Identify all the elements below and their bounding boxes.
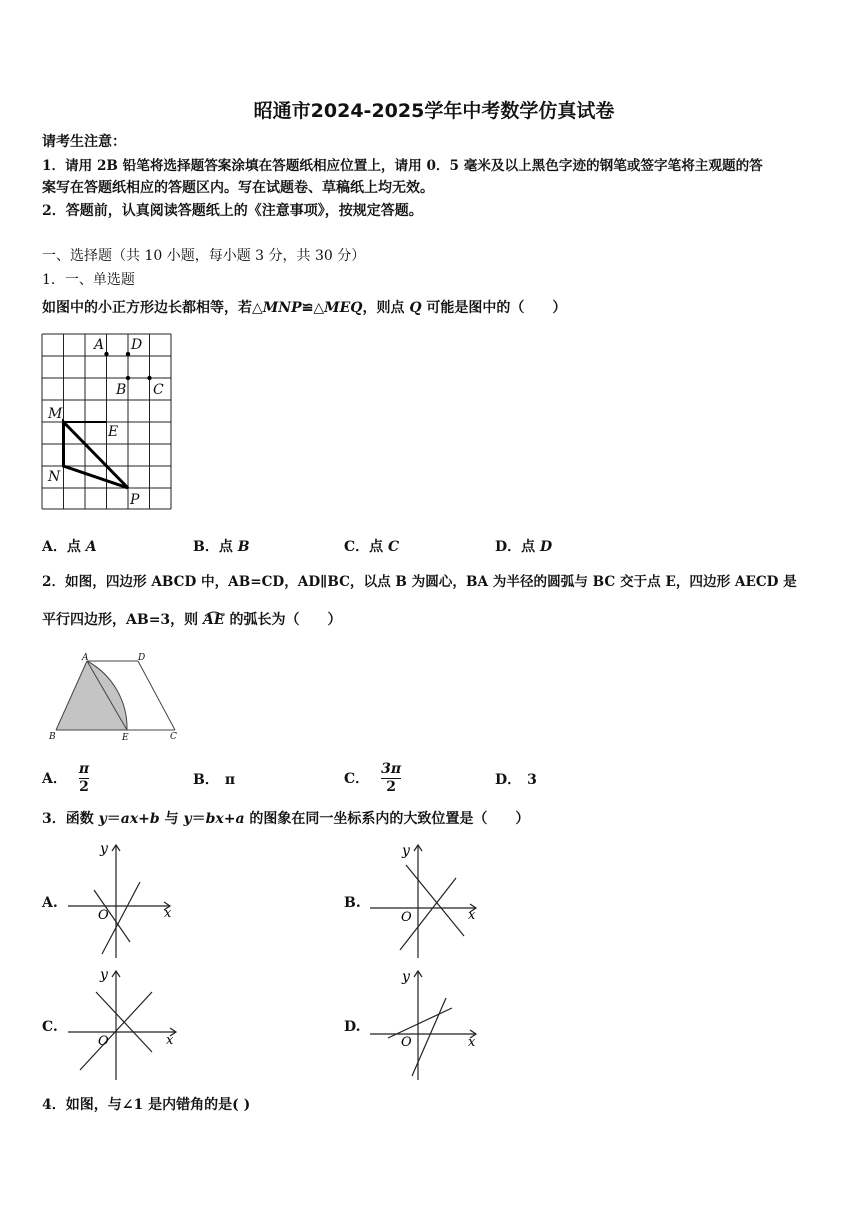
q1-cong: ≌△ <box>301 300 325 316</box>
q3-option-c-graph[interactable] <box>66 964 180 1084</box>
q4-stem: 4．如图，与∠1 是内错角的是( ) <box>42 1097 251 1113</box>
notice-heading: 请考生注意： <box>42 134 126 150</box>
svg-text:y: y <box>100 967 108 983</box>
q1-label-c: C <box>153 382 164 398</box>
q1-option-b[interactable]: B．点 B <box>193 539 250 555</box>
q1-grid-figure <box>40 332 176 512</box>
q2-stem-line-1: 2．如图，四边形 ABCD 中，AB=CD，AD∥BC，以点 B 为圆心，BA 为半径的圆弧与 BC 交于点 E，四边形 AECD 是 <box>42 574 797 590</box>
q1-label-e: E <box>108 424 119 440</box>
svg-text:y: y <box>100 841 108 857</box>
q3-option-a-label[interactable]: A. <box>42 895 58 911</box>
svg-text:O: O <box>98 1034 109 1049</box>
q2-option-a-fraction: $\frac{\pi}{2}$ <box>78 761 90 795</box>
q1-meq: MEQ <box>324 300 363 316</box>
notice-line-1: 1．请用 2B 铅笔将选择题答案涂填在答题纸相应位置上，请用 0．5 毫米及以上黑色字迹的钢笔或签字笔将主观题的答 <box>42 158 763 174</box>
q3-option-a-graph[interactable] <box>66 838 180 960</box>
q2-option-c[interactable]: C． $\frac{3\pi}{2}$ <box>344 761 402 795</box>
notice-line-3: 2．答题前，认真阅读答题纸上的《注意事项》，按规定答题。 <box>42 203 423 219</box>
svg-text:y: y <box>402 843 410 859</box>
q3-option-d-label[interactable]: D. <box>344 1019 361 1035</box>
q1-label-d: D <box>131 337 143 353</box>
q1-label-n: N <box>48 469 61 485</box>
q1-option-a[interactable]: A．点 A <box>42 539 97 555</box>
q3-option-d-graph[interactable] <box>368 966 482 1084</box>
q1-label-p: P <box>130 492 140 508</box>
svg-text:O: O <box>401 910 412 925</box>
q2-label-e: E <box>122 733 129 742</box>
q2-option-b[interactable]: B． π <box>193 772 236 788</box>
svg-text:x: x <box>468 1035 476 1050</box>
q2-option-c-fraction: $\frac{3\pi}{2}$ <box>381 761 402 795</box>
q2-label-c: C <box>170 732 177 742</box>
svg-text:O: O <box>98 908 109 923</box>
q2-label-a: A <box>82 653 89 663</box>
notice-line-2: 案写在答题纸相应的答题区内。写在试题卷、草稿纸上均无效。 <box>42 180 434 196</box>
svg-text:O: O <box>401 1035 412 1050</box>
q3-option-b-graph[interactable] <box>368 840 482 960</box>
q2-option-a[interactable]: A． $\frac{\pi}{2}$ <box>42 761 90 795</box>
q2-option-d[interactable]: D． 3 <box>495 772 537 788</box>
section-heading: 一、选择题（共 10 小题，每小题 3 分，共 30 分） <box>42 248 366 264</box>
q3-stem: 3．函数 y＝ax+b 与 y＝bx+a 的图象在同一坐标系内的大致位置是（ ） <box>42 811 530 827</box>
q2-label-b: B <box>49 732 56 742</box>
q1-text-mid: ，则点 <box>362 300 410 316</box>
svg-text:x: x <box>164 906 172 921</box>
q2-arc-ae: AE <box>203 612 225 628</box>
section-sub: 1．一、单选题 <box>42 272 135 288</box>
svg-text:x: x <box>166 1033 174 1048</box>
q2-label-d: D <box>138 653 146 663</box>
q3-option-c-label[interactable]: C. <box>42 1019 58 1035</box>
q1-label-a: A <box>94 337 105 353</box>
q3-option-b-label[interactable]: B. <box>344 895 361 911</box>
page-title: 昭通市2024-2025学年中考数学仿真试卷 <box>253 100 615 122</box>
arc-mark-icon <box>203 609 225 617</box>
q1-label-m: M <box>48 406 63 422</box>
q2-figure <box>46 650 186 742</box>
q2-stem-line-2: 平行四边形，AB=3，则 AE 的弧长为（ ） <box>42 609 341 629</box>
svg-text:x: x <box>468 908 476 923</box>
q1-stem <box>42 297 566 317</box>
q1-mnp: MNP <box>262 300 302 316</box>
q1-option-d[interactable]: D．点 D <box>495 539 553 555</box>
q1-label-b: B <box>116 382 127 398</box>
svg-text:y: y <box>402 969 410 985</box>
q1-option-c[interactable]: C．点 C <box>344 539 400 555</box>
q1-text-after: 可能是图中的（ ） <box>421 300 567 316</box>
q1-text-before: 如图中的小正方形边长都相等，若△ <box>42 300 263 316</box>
q1-q: Q <box>409 300 422 316</box>
